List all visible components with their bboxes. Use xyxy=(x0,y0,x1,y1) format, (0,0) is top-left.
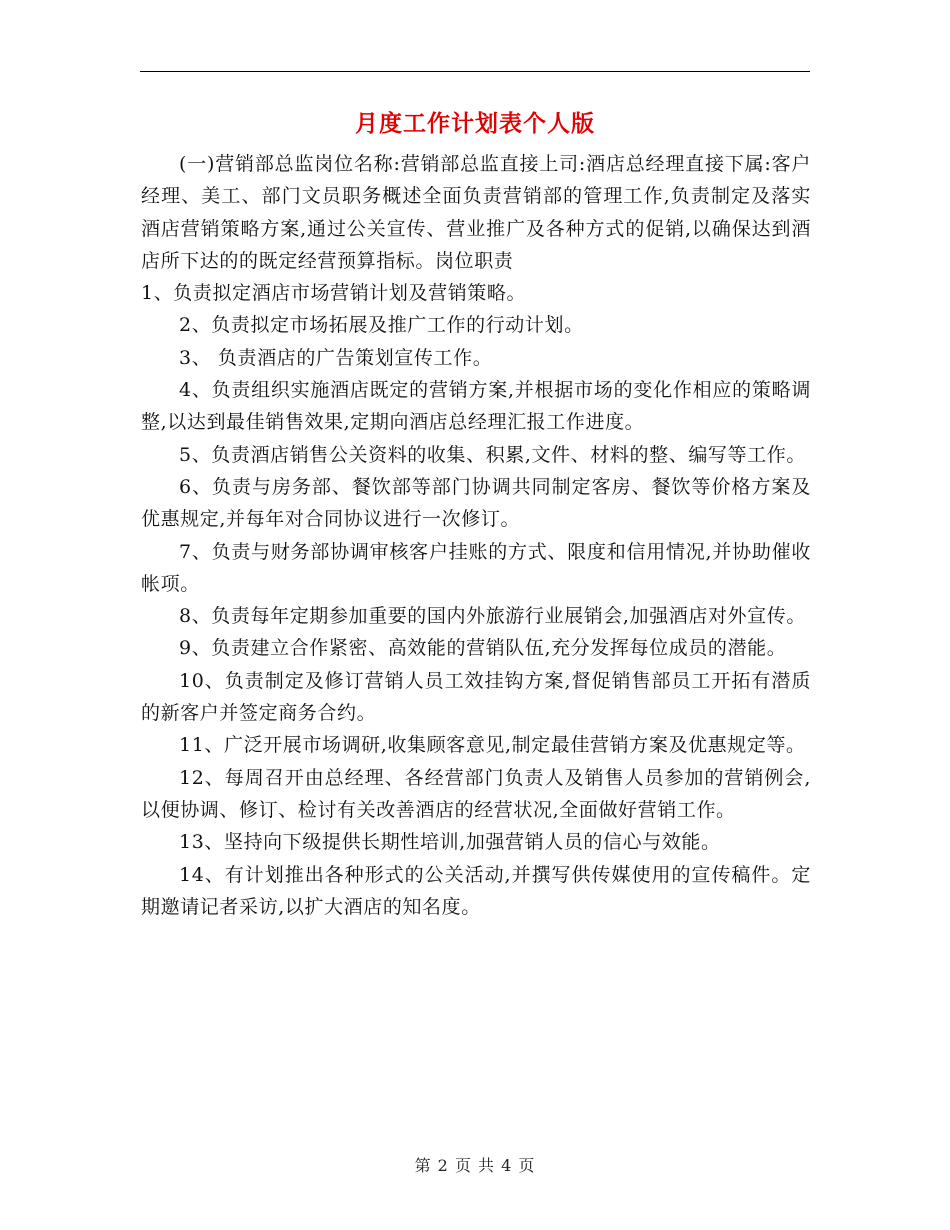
paragraph-duty-2: 2、负责拟定市场拓展及推广工作的行动计划。 xyxy=(179,314,584,337)
paragraph-duty-8: 8、负责每年定期参加重要的国内外旅游行业展销会,加强酒店对外宣传。 xyxy=(179,605,806,628)
document-body xyxy=(141,148,811,923)
page-number-footer: 第 2 页 共 4 页 xyxy=(414,1156,536,1175)
paragraph-duty-10: 10、负责制定及修订营销人员工效挂钩方案,督促销售部员工开拓有潜质的新客户并签定商务合约。 xyxy=(141,669,811,725)
paragraph-intro: (一)营销部总监岗位名称:营销部总监直接上司:酒店总经理直接下属:客户经理、美工、部门文员职务概述全面负责营销部的管理工作,负责制定及落实酒店营销策略方案,通过公关宣传、营业推广及各种方式的促销,以确保达到酒店所下达的的既定经营预算指标。岗位职责 xyxy=(141,153,811,272)
paragraph-duty-14: 14、有计划推出各种形式的公关活动,并撰写供传媒使用的宣传稿件。定期邀请记者采访,以扩大酒店的知名度。 xyxy=(141,863,811,918)
paragraph-duty-13: 13、坚持向下级提供长期性培训,加强营销人员的信心与效能。 xyxy=(179,831,721,854)
document-title: 月度工作计划表个人版 xyxy=(355,110,595,137)
paragraph-duty-9: 9、负责建立合作紧密、高效能的营销队伍,充分发挥每位成员的潜能。 xyxy=(179,637,787,660)
paragraph-duty-4: 4、负责组织实施酒店既定的营销方案,并根据市场的变化作相应的策略调整,以达到最佳销售效果,定期向酒店总经理汇报工作进度。 xyxy=(141,379,811,434)
paragraph-duty-12: 12、每周召开由总经理、各经营部门负责人及销售人员参加的营销例会,以便协调、修订、检讨有关改善酒店的经营状况,全面做好营销工作。 xyxy=(141,766,811,821)
paragraph-duty-6: 6、负责与房务部、餐饮部等部门协调共同制定客房、餐饮等价格方案及优惠规定,并每年对合同协议进行一次修订。 xyxy=(141,475,811,531)
paragraph-duty-11: 11、广泛开展市场调研,收集顾客意见,制定最佳营销方案及优惠规定等。 xyxy=(179,734,806,757)
header-rule xyxy=(140,71,810,72)
paragraph-duty-5: 5、负责酒店销售公关资料的收集、积累,文件、材料的整、编写等工作。 xyxy=(179,443,806,466)
paragraph-duty-3: 3、 负责酒店的广告策划宣传工作。 xyxy=(179,346,493,369)
paragraph-duty-7: 7、负责与财务部协调审核客户挂账的方式、限度和信用情况,并协助催收帐项。 xyxy=(141,540,811,595)
paragraph-duty-1: 1、负责拟定酒店市场营销计划及营销策略。 xyxy=(141,282,527,305)
